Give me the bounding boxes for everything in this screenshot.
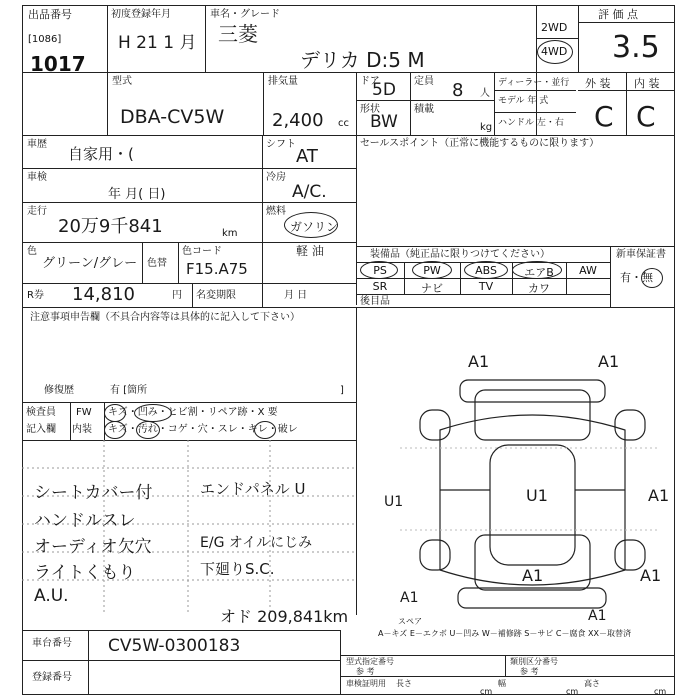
disp-unit: cc	[338, 118, 349, 129]
damage-mark: A1	[588, 608, 607, 624]
remark-left-2: ハンドルスレ	[34, 511, 136, 531]
divider	[536, 38, 578, 39]
history-value: 自家用・(	[68, 145, 134, 163]
color-value: グリーン/グレー	[42, 256, 138, 271]
warranty-value: 有・無	[620, 271, 653, 284]
chassis-value: CV5W-0300183	[108, 636, 241, 656]
odometer: オド 209,841km	[220, 607, 349, 626]
shape-label: 形状	[360, 104, 380, 115]
legend: A－キズ E－エクボ U－凹み W－補修跡 S－サビ C－腐食 XX－取替済	[378, 629, 632, 638]
fuel-label: 燃料	[266, 206, 286, 217]
divider	[22, 402, 356, 403]
model-year-label: モデル 年 式	[498, 96, 549, 106]
divider	[356, 100, 494, 101]
equip-airbag-circle	[512, 261, 562, 279]
warranty-label: 新車保証書	[616, 249, 666, 260]
first-reg-label: 初度登録年月	[111, 9, 171, 20]
ext-grade: C	[594, 100, 614, 133]
drive-4wd: 4WD	[541, 45, 568, 58]
load-unit: kg	[480, 122, 493, 133]
divider	[626, 72, 627, 135]
repair-label: 修復歴	[44, 385, 74, 396]
divider	[262, 135, 263, 307]
score-value: 3.5	[612, 30, 660, 65]
ac-value: A/C.	[292, 182, 327, 202]
drive-4wd-circle	[537, 40, 573, 64]
int-grade: C	[636, 100, 656, 133]
repair-bracket: ]	[340, 385, 344, 396]
dealer-label: ディーラー・並行	[498, 78, 570, 88]
damage-mark: A1	[522, 566, 544, 585]
mileage-value: 20万9千841	[58, 216, 163, 237]
fw-mark-1	[104, 404, 126, 422]
spare-label: スペア	[398, 617, 422, 626]
divider	[22, 660, 340, 661]
ref-1: 参 考	[356, 667, 375, 676]
name-change-unit: 月 日	[284, 290, 308, 301]
remark-left-5: A.U.	[34, 586, 69, 606]
divider	[536, 5, 537, 135]
damage-mark: U1	[384, 494, 404, 510]
fuel-gas: ガソリン	[290, 220, 339, 234]
equipment-label: 装備品（純正品に限りつけてください）	[370, 249, 550, 260]
length-label: 長さ	[396, 679, 412, 688]
damage-mark: A1	[400, 590, 419, 606]
cap-unit: 人	[480, 88, 490, 99]
divider	[205, 5, 206, 72]
int-label: 内 装	[634, 77, 660, 90]
width-label: 幅	[498, 679, 506, 688]
damage-mark: A1	[468, 352, 490, 371]
remark-left-1: シートカバー付	[34, 483, 153, 503]
disp-value: 2,400	[272, 110, 324, 131]
equip-leather: カワ	[528, 282, 550, 295]
divider	[356, 72, 357, 135]
divider	[356, 307, 357, 615]
format-label: 型式指定番号	[346, 657, 394, 666]
recycle-value: 14,810	[72, 284, 135, 305]
drive-2wd: 2WD	[541, 21, 568, 34]
equip-sr: SR	[372, 280, 388, 293]
damage-mark: A1	[598, 352, 620, 371]
divider	[505, 655, 506, 676]
damage-mark: U1	[526, 486, 548, 505]
inspection-value: 年 月( 日)	[108, 187, 166, 202]
divider	[610, 246, 611, 307]
history-label: 車歴	[27, 139, 47, 150]
divider	[340, 676, 675, 677]
color-label: 色	[27, 246, 37, 257]
notes-label: 注意事項申告欄（不具合内容等は具体的に記入して下さい）	[30, 312, 300, 323]
remark-left-4: ライトくもり	[34, 563, 136, 583]
door-value: 5D	[372, 80, 396, 100]
registration-label: 登録番号	[32, 672, 72, 683]
mileage-label: 走行	[27, 206, 47, 217]
name-label: 車名・グレード	[210, 9, 280, 20]
divider	[88, 630, 89, 695]
door-label: ドア	[360, 76, 380, 87]
equip-aw: AW	[579, 264, 597, 277]
lot-label: 出品番号	[28, 8, 72, 21]
divider	[578, 5, 579, 72]
equip-airbag: エアB	[524, 266, 554, 279]
score-label: 評 価 点	[598, 8, 638, 21]
fuel-diesel: 軽 油	[296, 244, 324, 258]
divider	[107, 5, 108, 135]
equip-pw-circle	[412, 261, 452, 279]
color-code-label: 色コード	[182, 246, 222, 257]
remark-left-3: オーディオ欠穴	[34, 537, 152, 557]
ac-label: 冷房	[266, 172, 286, 183]
cap-label: 定員	[414, 76, 434, 87]
equip-ps-circle	[360, 261, 398, 279]
mileage-unit: km	[222, 228, 238, 239]
cert-label: 車検証明用	[346, 679, 386, 688]
divider	[263, 72, 264, 135]
divider	[70, 402, 71, 440]
inspector-label: 検査員	[26, 407, 56, 418]
divider	[22, 168, 356, 169]
divider	[142, 242, 143, 283]
remark-right-2: E/G オイルにじみ	[200, 535, 313, 551]
warranty-circle	[641, 268, 663, 288]
type-value: DBA-CV5W	[120, 106, 225, 128]
sales-point-label: セールスポイント（正常に機能するものに限ります）	[360, 138, 600, 149]
damage-mark: A1	[648, 486, 670, 505]
height-label: 高さ	[584, 679, 600, 688]
inspection-label: 車検	[27, 172, 47, 183]
unit-cm: cm	[480, 687, 493, 696]
interior-label: 内装	[72, 424, 92, 435]
divider	[178, 242, 179, 283]
divider	[494, 112, 576, 113]
lot-number: 1017	[30, 52, 86, 76]
repair-value: 有 [箇所	[110, 385, 148, 396]
fw-items: キズ・凹み・ヒビ割・リペア跡・X 要	[108, 407, 278, 418]
equip-abs-circle	[464, 261, 508, 279]
recycle-unit: 円	[172, 290, 182, 301]
divider	[410, 72, 411, 135]
divider	[340, 630, 341, 695]
equip-ps: PS	[373, 264, 387, 277]
load-label: 積載	[414, 104, 434, 115]
type-label: 型式	[112, 76, 132, 87]
color-change-label: 色替	[147, 258, 167, 269]
recycle-label: R券	[27, 290, 44, 301]
divider	[494, 72, 495, 135]
divider	[22, 202, 356, 203]
maker: 三菱	[218, 22, 258, 46]
first-reg-value: H 21 1 月	[118, 33, 197, 53]
divider	[356, 294, 610, 295]
remark-right-3: 下廻りS.C.	[200, 560, 275, 578]
fw-label: FW	[76, 407, 92, 418]
divider	[578, 22, 675, 23]
divider	[22, 307, 675, 308]
ext-label: 外 装	[585, 77, 611, 90]
remark-right-1: エンドパネル U	[200, 480, 306, 498]
model-grade: デリカ D:5 M	[300, 48, 425, 72]
divider	[22, 135, 675, 136]
equip-pw: PW	[423, 264, 441, 277]
unit-cm: cm	[566, 687, 579, 696]
divider	[192, 283, 193, 307]
divider	[22, 630, 340, 631]
int-mark-3	[254, 421, 276, 439]
handle-label: ハンドル 左・右	[498, 118, 564, 128]
cap-value: 8	[452, 80, 464, 101]
equip-abs: ABS	[475, 264, 497, 277]
fuel-gas-circle	[284, 212, 338, 238]
unit-cm: cm	[654, 687, 667, 696]
disp-label: 排気量	[268, 76, 298, 87]
fw-mark-2	[134, 404, 172, 422]
color-code-value: F15.A75	[186, 260, 248, 278]
divider	[356, 246, 675, 247]
name-change-label: 名変期限	[196, 290, 236, 301]
equip-tv: TV	[478, 280, 494, 293]
ref-2: 参 考	[520, 667, 539, 676]
int-mark-2	[136, 421, 160, 439]
interior-items: キズ・汚れ・コゲ・穴・スレ・キレ・破レ	[108, 424, 298, 435]
shift-value: AT	[296, 146, 318, 167]
equip-navi: ナビ	[421, 282, 443, 295]
trunk-label: 後目品	[360, 296, 390, 307]
entry-label: 記入欄	[26, 424, 56, 435]
chassis-label: 車台番号	[32, 638, 72, 649]
class-label: 類別区分番号	[510, 657, 558, 666]
lot-code: [1086]	[28, 34, 62, 45]
divider	[494, 90, 576, 91]
int-mark-1	[104, 421, 126, 439]
damage-mark: A1	[640, 566, 662, 585]
shape-value: BW	[370, 112, 398, 132]
shift-label: シフト	[266, 139, 296, 150]
